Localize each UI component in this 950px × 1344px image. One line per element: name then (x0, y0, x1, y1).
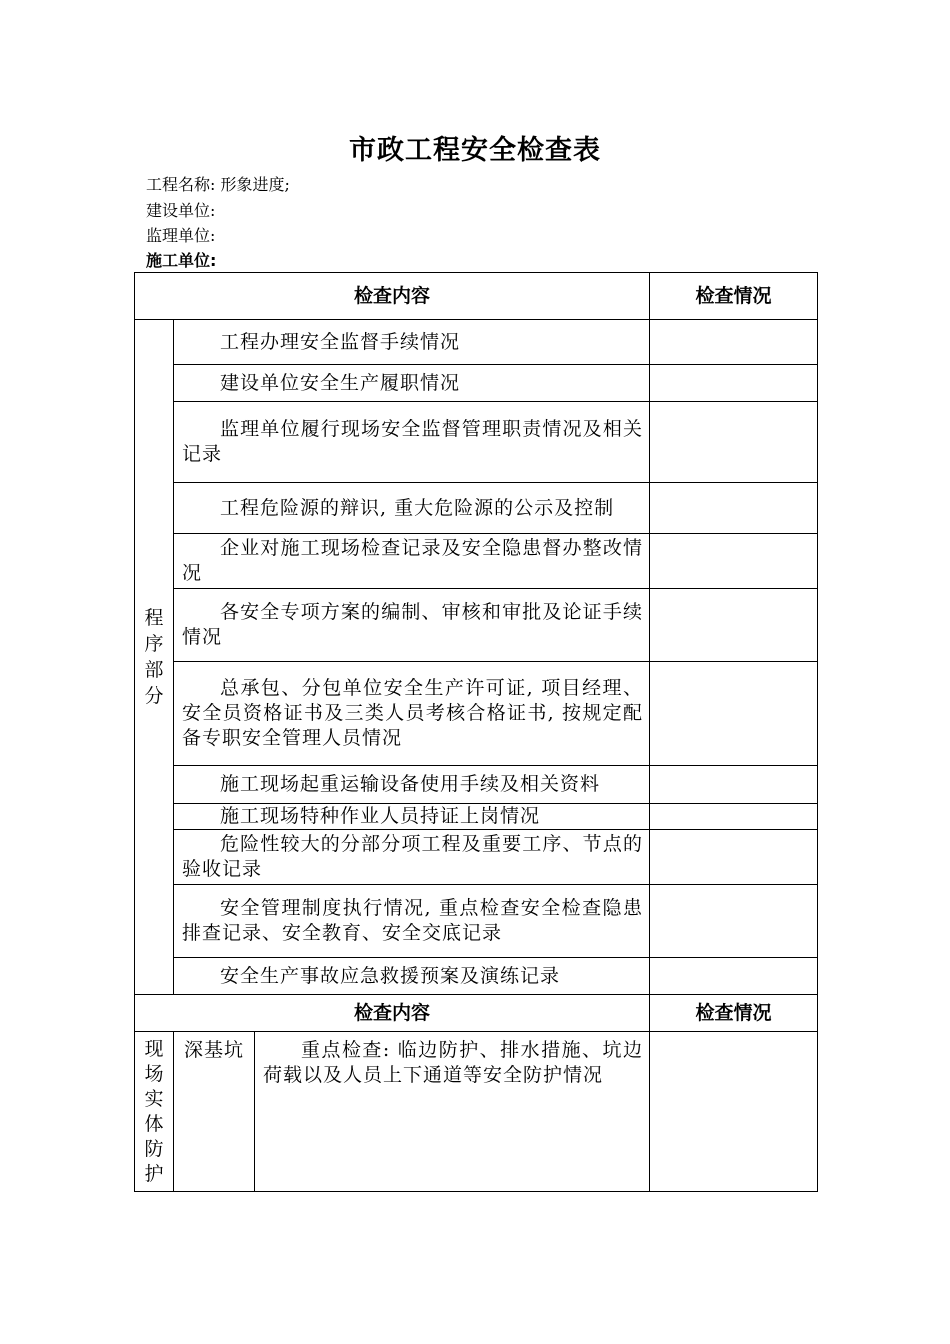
check-status-cell[interactable] (650, 804, 818, 830)
check-item: 安全管理制度执行情况, 重点检查安全检查隐患排查记录、安全教育、安全交底记录 (174, 885, 650, 958)
check-item: 施工现场特种作业人员持证上岗情况 (174, 804, 650, 830)
safety-check-table (134, 272, 818, 1192)
section-label-char: 部 (144, 659, 164, 681)
section-label-char: 现 (144, 1037, 164, 1060)
check-item: 建设单位安全生产履职情况 (174, 365, 650, 402)
supervision-unit-label: 监理单位: (146, 226, 216, 245)
section-label-char: 序 (144, 633, 164, 655)
section-onsite-label (135, 1032, 174, 1192)
builder-unit-label: 施工单位: (146, 251, 217, 270)
section-label-char: 体 (144, 1112, 164, 1135)
section-label-char: 分 (144, 685, 164, 707)
sub-item-deep-pit: 深基坑 (174, 1032, 255, 1192)
header2-check-content: 检查内容 (135, 995, 650, 1032)
page-title: 市政工程安全检查表 (349, 135, 601, 166)
section-label-char: 场 (144, 1062, 164, 1085)
construction-unit-label: 建设单位: (146, 201, 216, 220)
check-status-cell[interactable] (650, 589, 818, 662)
header-check-content: 检查内容 (135, 273, 650, 320)
check-status-cell[interactable] (650, 958, 818, 995)
check-status-cell[interactable] (650, 662, 818, 766)
section-label-char: 程 (144, 607, 164, 629)
check-status-cell[interactable] (650, 534, 818, 589)
section-label-char: 防 (144, 1137, 164, 1160)
check-status-cell[interactable] (650, 830, 818, 885)
check-item: 施工现场起重运输设备使用手续及相关资料 (174, 766, 650, 804)
check-item: 安全生产事故应急救援预案及演练记录 (174, 958, 650, 995)
check-item: 危险性较大的分部分项工程及重要工序、节点的验收记录 (174, 830, 650, 885)
check-item-detail: 重点检查: 临边防护、排水措施、坑边荷载以及人员上下通道等安全防护情况 (255, 1032, 650, 1192)
header-check-status: 检查情况 (650, 273, 818, 320)
check-status-cell[interactable] (650, 483, 818, 534)
check-item: 监理单位履行现场安全监督管理职责情况及相关记录 (174, 402, 650, 483)
check-item: 工程危险源的辩识, 重大危险源的公示及控制 (174, 483, 650, 534)
header2-check-status: 检查情况 (650, 995, 818, 1032)
check-status-cell[interactable] (650, 885, 818, 958)
check-item: 企业对施工现场检查记录及安全隐患督办整改情况 (174, 534, 650, 589)
check-item: 各安全专项方案的编制、审核和审批及论证手续情况 (174, 589, 650, 662)
section-label-char: 实 (144, 1087, 164, 1110)
check-status-cell[interactable] (650, 766, 818, 804)
section-label-char: 护 (144, 1162, 164, 1185)
check-status-cell[interactable] (650, 1032, 818, 1192)
check-status-cell[interactable] (650, 320, 818, 365)
check-status-cell[interactable] (650, 365, 818, 402)
check-status-cell[interactable] (650, 402, 818, 483)
project-name-label: 工程名称: 形象进度; (146, 175, 290, 194)
section-procedure-label (135, 320, 174, 995)
check-item: 总承包、分包单位安全生产许可证, 项目经理、安全员资格证书及三类人员考核合格证书, 按规定配备专职安全管理人员情况 (174, 662, 650, 766)
check-item: 工程办理安全监督手续情况 (174, 320, 650, 365)
